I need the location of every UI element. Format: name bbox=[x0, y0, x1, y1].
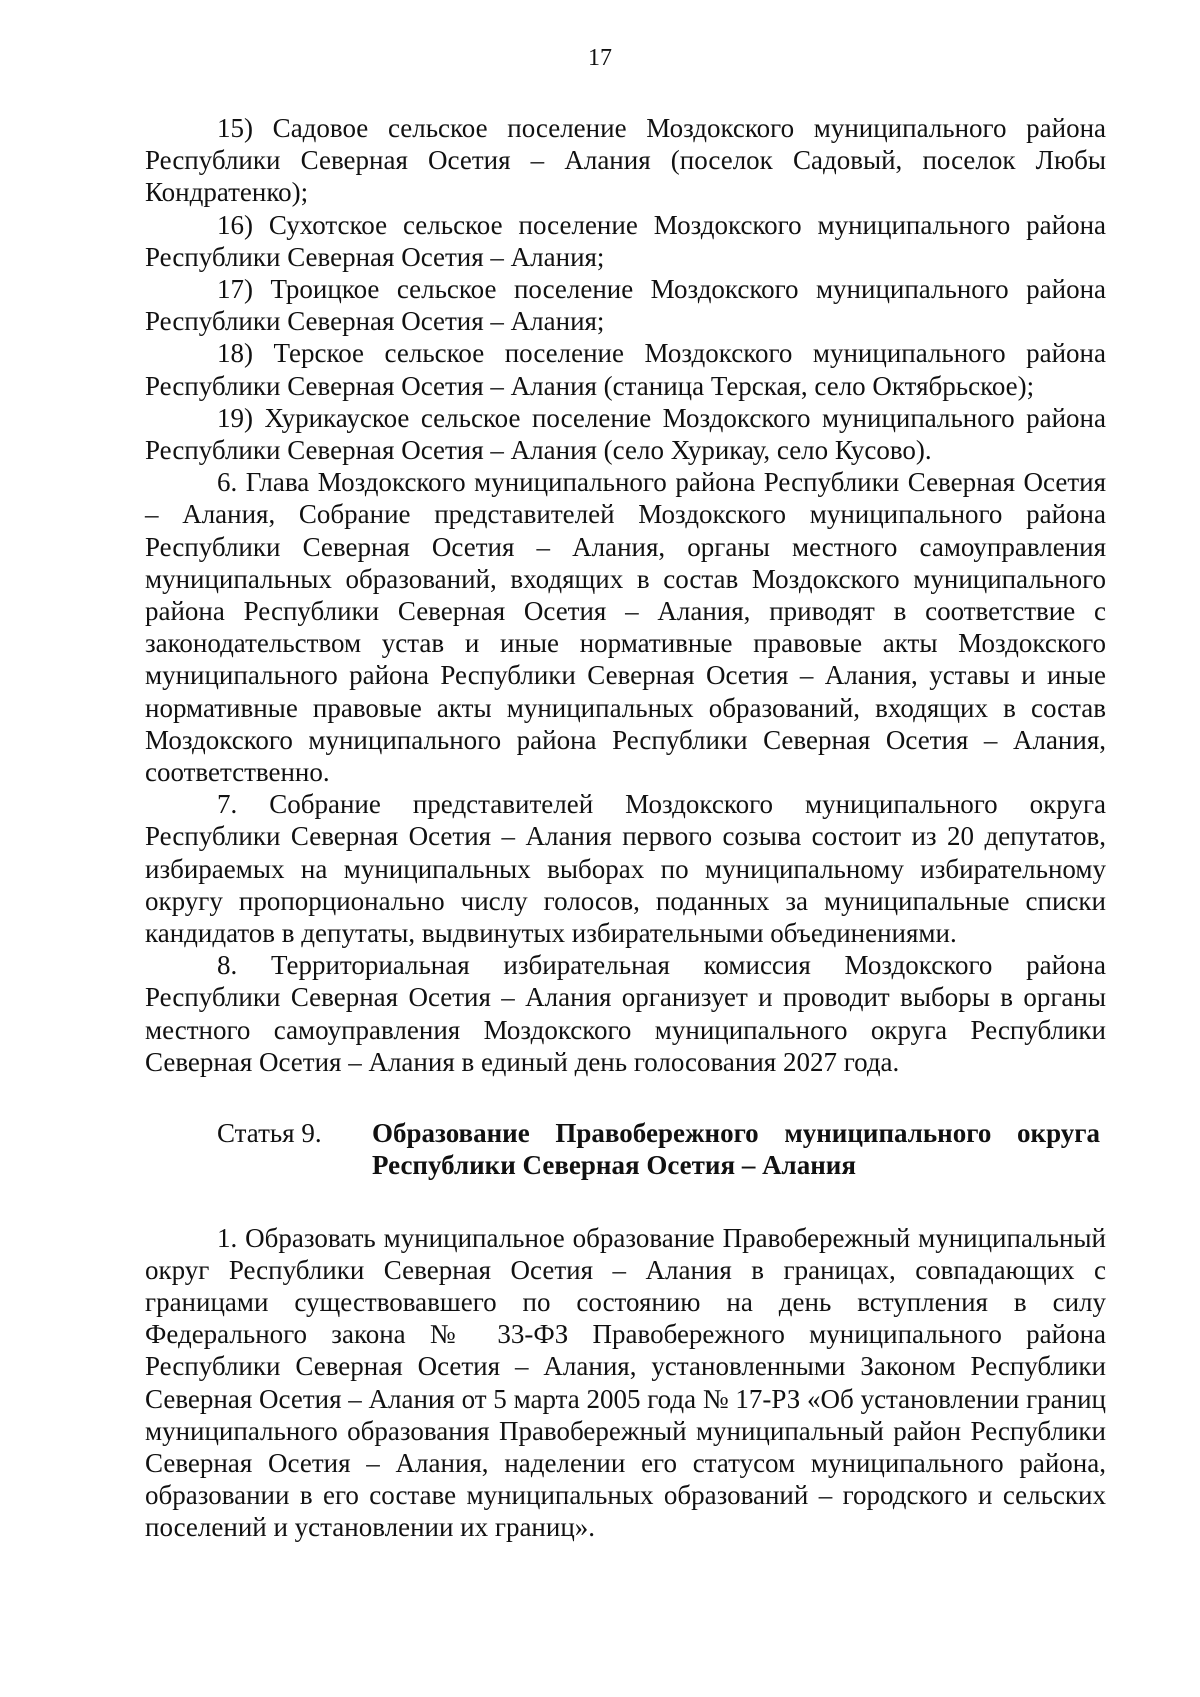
article-title: Образование Правобережного муниципального округа Республики Северная Осетия – Алания bbox=[372, 1118, 1100, 1181]
paragraph-item-18: 18) Терское сельское поселение Моздокского муниципального района Республики Северная Осетия – Алания (станица Терская, село Октябрьское); bbox=[145, 338, 1106, 401]
article-heading bbox=[145, 1117, 1106, 1181]
paragraph-part-8: 8. Территориальная избирательная комиссия Моздокского района Республики Северная Осетия – Алания организует и проводит выборы в органы местного самоуправления Моздокского муниципального округа Республики Северная Осетия – Алания в единый день голосования 2027 года. bbox=[145, 950, 1106, 1077]
paragraph-article-part-1: 1. Образовать муниципальное образование Правобережный муниципальный округ Республики Северная Осетия – Алания в границах, совпадающих с границами существовавшего по состоянию на день вступления в силу Федерального закона № 33-ФЗ Правобережного муниципального района Республики Северная Осетия – Алания, установленными Законом Республики Северная Осетия – Алания от 5 марта 2005 года № 17-РЗ «Об установлении границ муниципального образования Правобережный муниципальный район Республики Северная Осетия – Алания, наделении его статусом муниципального района, образовании в его составе муниципальных образований – городского и сельских поселений и установлении их границ». bbox=[145, 1222, 1106, 1543]
article-label: Статья 9. bbox=[217, 1118, 322, 1149]
paragraph-item-15: 15) Садовое сельское поселение Моздокского муниципального района Республики Северная Осетия – Алания (поселок Садовый, поселок Любы Кондратенко); bbox=[145, 113, 1106, 208]
document-body bbox=[145, 112, 1106, 1544]
page-number: 17 bbox=[588, 45, 612, 71]
paragraph-item-17: 17) Троицкое сельское поселение Моздокского муниципального района Республики Северная Осетия – Алания; bbox=[145, 274, 1106, 337]
paragraph-part-7: 7. Собрание представителей Моздокского муниципального округа Республики Северная Осетия – Алания первого созыва состоит из 20 депутатов, избираемых на муниципальных выборах по муниципальному избирательному округу пропорционально числу голосов, поданных за муниципальные списки кандидатов в депутаты, выдвинутых избирательными объединениями. bbox=[145, 789, 1106, 949]
paragraph-item-16: 16) Сухотское сельское поселение Моздокского муниципального района Республики Северная Осетия – Алания; bbox=[145, 209, 1106, 272]
paragraph-part-6: 6. Глава Моздокского муниципального района Республики Северная Осетия – Алания, Собрание представителей Моздокского муниципального района Республики Северная Осетия – Алания, органы местного самоуправления муниципальных образований, входящих в состав Моздокского муниципального района Республики Северная Осетия – Алания, приводят в соответствие с законодательством устав и иные нормативные правовые акты Моздокского муниципального района Республики Северная Осетия – Алания, уставы и иные нормативные правовые акты муниципальных образований, входящих в состав Моздокского муниципального района Республики Северная Осетия – Алания, соответственно. bbox=[145, 467, 1106, 788]
paragraph-item-19: 19) Хурикауское сельское поселение Моздокского муниципального района Республики Северная Осетия – Алания (село Хурикау, село Кусово). bbox=[145, 402, 1106, 466]
